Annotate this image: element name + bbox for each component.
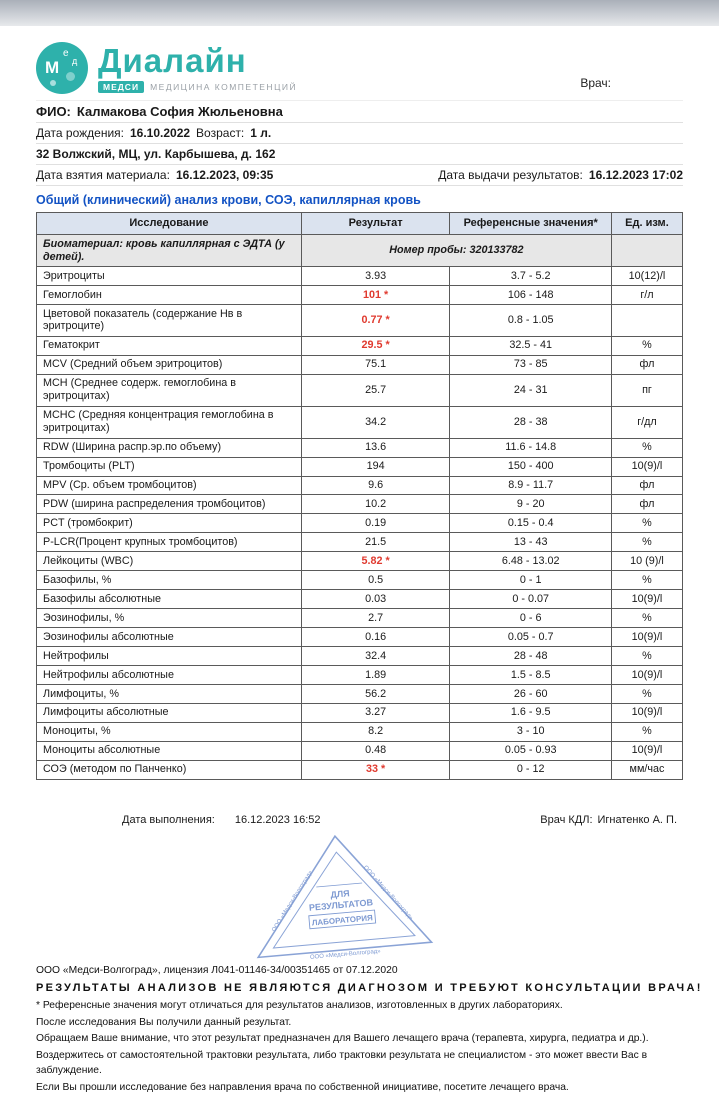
lab-report-page bbox=[0, 26, 719, 1108]
brand-subline bbox=[98, 81, 297, 93]
unit-label: % bbox=[611, 647, 682, 666]
lab-triangle-stamp-icon bbox=[239, 822, 439, 966]
patient-info bbox=[36, 100, 683, 186]
reference-range: 11.6 - 14.8 bbox=[450, 438, 612, 457]
kdl-doctor-name: Игнатенко А. П. bbox=[597, 813, 677, 826]
table-row bbox=[37, 703, 683, 722]
reference-range: 0.8 - 1.05 bbox=[450, 305, 612, 337]
patient-name-line bbox=[36, 100, 683, 123]
analyte-name: Лимфоциты абсолютные bbox=[37, 703, 302, 722]
issue-date-group bbox=[438, 168, 683, 182]
reference-range: 150 - 400 bbox=[450, 457, 612, 476]
dialain-logo bbox=[36, 42, 297, 94]
footer-note: * Референсные значения могут отличаться для результатов анализов, изготовленных в других лабораториях. bbox=[36, 999, 563, 1011]
col-header-unit: Ед. изм. bbox=[611, 213, 682, 235]
kdl-doctor-group bbox=[540, 814, 677, 826]
medsi-circle-icon: М е д bbox=[36, 42, 88, 94]
material-date-label: Дата взятия материала: bbox=[36, 168, 170, 182]
sample-number-cell bbox=[301, 235, 611, 267]
reference-range: 0.15 - 0.4 bbox=[450, 514, 612, 533]
analyte-name: Лейкоциты (WBC) bbox=[37, 552, 302, 571]
table-row bbox=[37, 647, 683, 666]
analyte-name: Тромбоциты (PLT) bbox=[37, 457, 302, 476]
unit-label: мм/час bbox=[611, 760, 682, 779]
analyte-name: MCH (Среднее содерж. гемоглобина в эритроцитах) bbox=[37, 374, 302, 406]
unit-label: фл bbox=[611, 495, 682, 514]
result-value: 25.7 bbox=[301, 374, 450, 406]
analyte-name: Моноциты, % bbox=[37, 722, 302, 741]
reference-range: 0 - 0.07 bbox=[450, 590, 612, 609]
table-row bbox=[37, 628, 683, 647]
result-value: 10.2 bbox=[301, 495, 450, 514]
warning-line: РЕЗУЛЬТАТЫ АНАЛИЗОВ НЕ ЯВЛЯЮТСЯ ДИАГНОЗОМ И ТРЕБУЮТ КОНСУЛЬТАЦИИ ВРАЧА! bbox=[36, 981, 703, 994]
analyte-name: PDW (ширина распределения тромбоцитов) bbox=[37, 495, 302, 514]
unit-label: 10(9)/l bbox=[611, 590, 682, 609]
unit-label: 10(12)/l bbox=[611, 267, 682, 286]
stamp-edge-text-left: ООО «Медси-Волгоград» bbox=[270, 869, 314, 934]
unit-label: фл bbox=[611, 355, 682, 374]
brand-tagline: МЕДИЦИНА КОМПЕТЕНЦИЙ bbox=[150, 81, 298, 92]
clinic-line bbox=[36, 144, 683, 165]
result-value: 5.82 * bbox=[301, 552, 450, 571]
reference-range: 13 - 43 bbox=[450, 533, 612, 552]
result-value: 0.77 * bbox=[301, 305, 450, 337]
analyte-name: Моноциты абсолютные bbox=[37, 741, 302, 760]
medsi-badge: МЕДСИ bbox=[98, 81, 144, 93]
result-value: 3.27 bbox=[301, 703, 450, 722]
analyte-name: Базофилы абсолютные bbox=[37, 590, 302, 609]
result-value: 34.2 bbox=[301, 406, 450, 438]
birth-value: 16.10.2022 bbox=[129, 126, 191, 140]
reference-range: 0 - 6 bbox=[450, 609, 612, 628]
table-row bbox=[37, 533, 683, 552]
reference-range: 3.7 - 5.2 bbox=[450, 267, 612, 286]
reference-range: 26 - 60 bbox=[450, 685, 612, 704]
sample-number: 320133782 bbox=[469, 244, 524, 257]
table-row bbox=[37, 760, 683, 779]
results-body bbox=[37, 267, 683, 780]
result-value: 33 * bbox=[301, 760, 450, 779]
analyte-name: Цветовой показатель (содержание Нв в эритроците) bbox=[37, 305, 302, 337]
analyte-name: Нейтрофилы bbox=[37, 647, 302, 666]
dates-line bbox=[36, 165, 683, 186]
unit-label: % bbox=[611, 722, 682, 741]
age-value: 1 л. bbox=[250, 126, 272, 140]
footer-notes bbox=[36, 964, 703, 1096]
result-value: 1.89 bbox=[301, 666, 450, 685]
result-value: 21.5 bbox=[301, 533, 450, 552]
execution-row bbox=[36, 814, 683, 826]
unit-label: г/л bbox=[611, 286, 682, 305]
stamp-edge-text-bottom: ООО «Медси-Волгоград» bbox=[309, 948, 381, 961]
table-row bbox=[37, 476, 683, 495]
col-header-reference: Референсные значения* bbox=[450, 213, 612, 235]
table-row bbox=[37, 438, 683, 457]
result-value: 75.1 bbox=[301, 355, 450, 374]
table-row bbox=[37, 374, 683, 406]
unit-label: пг bbox=[611, 374, 682, 406]
result-value: 101 * bbox=[301, 286, 450, 305]
analyte-name: MCHC (Средняя концентрация гемоглобина в эритроцитах) bbox=[37, 406, 302, 438]
result-value: 194 bbox=[301, 457, 450, 476]
material-date-value: 16.12.2023, 09:35 bbox=[175, 168, 274, 182]
footer-note: После исследования Вы получили данный результат. bbox=[36, 1016, 292, 1028]
footer-note: Если Вы прошли исследование без направления врача по собственной инициативе, посетите лечащего врача. bbox=[36, 1082, 569, 1094]
unit-label: % bbox=[611, 571, 682, 590]
stamp-area bbox=[36, 830, 683, 961]
reference-range: 0 - 1 bbox=[450, 571, 612, 590]
reference-range: 28 - 38 bbox=[450, 406, 612, 438]
stamp-line2: РЕЗУЛЬТАТОВ bbox=[308, 896, 373, 913]
unit-label: % bbox=[611, 685, 682, 704]
fio-label: ФИО: bbox=[36, 104, 71, 119]
execution-date-value: 16.12.2023 16:52 bbox=[234, 813, 321, 826]
analyte-name: Гематокрит bbox=[37, 336, 302, 355]
table-row bbox=[37, 495, 683, 514]
issue-date-label: Дата выдачи результатов: bbox=[438, 168, 583, 182]
result-value: 9.6 bbox=[301, 476, 450, 495]
unit-label: 10(9)/l bbox=[611, 741, 682, 760]
unit-label: 10(9)/l bbox=[611, 628, 682, 647]
unit-label: % bbox=[611, 609, 682, 628]
biomaterial-unit-empty bbox=[611, 235, 682, 267]
header-row bbox=[37, 213, 683, 235]
license-line: ООО «Медси-Волгоград», лицензия Л041-01146-34/00351465 от 07.12.2020 bbox=[36, 964, 398, 976]
table-row bbox=[37, 722, 683, 741]
analyte-name: Эозинофилы, % bbox=[37, 609, 302, 628]
table-row bbox=[37, 514, 683, 533]
birth-age-line bbox=[36, 123, 683, 144]
birth-label: Дата рождения: bbox=[36, 126, 124, 140]
analyte-name: MPV (Ср. объем тромбоцитов) bbox=[37, 476, 302, 495]
unit-label: 10(9)/l bbox=[611, 703, 682, 722]
table-row bbox=[37, 666, 683, 685]
analyte-name: Лимфоциты, % bbox=[37, 685, 302, 704]
table-row bbox=[37, 286, 683, 305]
analyte-name: RDW (Ширина распр.эр.по объему) bbox=[37, 438, 302, 457]
report-title: Общий (клинический) анализ крови, СОЭ, капиллярная кровь bbox=[36, 193, 421, 207]
analyte-name: Эозинофилы абсолютные bbox=[37, 628, 302, 647]
result-value: 56.2 bbox=[301, 685, 450, 704]
result-value: 13.6 bbox=[301, 438, 450, 457]
analyte-name: Эритроциты bbox=[37, 267, 302, 286]
clinic-address: 32 Волжский, МЦ, ул. Карбышева, д. 162 bbox=[36, 147, 276, 161]
patient-name: Калмакова София Жюльеновна bbox=[76, 104, 283, 119]
col-header-result: Результат bbox=[301, 213, 450, 235]
unit-label: % bbox=[611, 533, 682, 552]
analyte-name: PCT (тромбокрит) bbox=[37, 514, 302, 533]
execution-date-label: Дата выполнения: bbox=[122, 813, 215, 826]
reference-range: 9 - 20 bbox=[450, 495, 612, 514]
result-value: 32.4 bbox=[301, 647, 450, 666]
biomaterial-cell: Биоматериал: кровь капиллярная с ЭДТА (у детей). bbox=[37, 235, 302, 267]
table-row bbox=[37, 336, 683, 355]
unit-label: % bbox=[611, 438, 682, 457]
col-header-study: Исследование bbox=[37, 213, 302, 235]
analyte-name: СОЭ (методом по Панченко) bbox=[37, 760, 302, 779]
unit-label: 10(9)/l bbox=[611, 666, 682, 685]
reference-range: 3 - 10 bbox=[450, 722, 612, 741]
reference-range: 106 - 148 bbox=[450, 286, 612, 305]
brand-name: Диалайн bbox=[98, 41, 247, 79]
unit-label: г/дл bbox=[611, 406, 682, 438]
reference-range: 1.6 - 9.5 bbox=[450, 703, 612, 722]
analyte-name: Гемоглобин bbox=[37, 286, 302, 305]
kdl-doctor-label: Врач КДЛ: bbox=[540, 813, 593, 826]
table-row bbox=[37, 355, 683, 374]
unit-label: 10(9)/l bbox=[611, 457, 682, 476]
result-value: 0.16 bbox=[301, 628, 450, 647]
result-value: 8.2 bbox=[301, 722, 450, 741]
logo-text bbox=[98, 41, 298, 93]
sample-label: Номер пробы: bbox=[389, 244, 467, 257]
result-value: 0.5 bbox=[301, 571, 450, 590]
table-row bbox=[37, 741, 683, 760]
reference-range: 0.05 - 0.93 bbox=[450, 741, 612, 760]
result-value: 0.48 bbox=[301, 741, 450, 760]
stamp-line1: ДЛЯ bbox=[329, 887, 350, 900]
analyte-name: Базофилы, % bbox=[37, 571, 302, 590]
result-value: 2.7 bbox=[301, 609, 450, 628]
unit-label: 10 (9)/l bbox=[611, 552, 682, 571]
photo-top-edge bbox=[0, 0, 719, 26]
table-row bbox=[37, 609, 683, 628]
reference-range: 0 - 12 bbox=[450, 760, 612, 779]
table-row bbox=[37, 590, 683, 609]
analyte-name: MCV (Средний объем эритроцитов) bbox=[37, 355, 302, 374]
results-table-head bbox=[37, 213, 683, 235]
analyte-name: Нейтрофилы абсолютные bbox=[37, 666, 302, 685]
reference-range: 6.48 - 13.02 bbox=[450, 552, 612, 571]
table-row bbox=[37, 552, 683, 571]
table-row bbox=[37, 571, 683, 590]
results-table bbox=[36, 212, 683, 780]
reference-range: 73 - 85 bbox=[450, 355, 612, 374]
unit-label: % bbox=[611, 514, 682, 533]
unit-label bbox=[611, 305, 682, 337]
report-header bbox=[36, 32, 683, 100]
unit-label: % bbox=[611, 336, 682, 355]
table-row bbox=[37, 267, 683, 286]
table-row bbox=[37, 305, 683, 337]
reference-range: 0.05 - 0.7 bbox=[450, 628, 612, 647]
age-label: Возраст: bbox=[196, 126, 245, 140]
stamp-edge-text-right: ООО «Медси-Волгоград» bbox=[361, 864, 414, 922]
reference-range: 32.5 - 41 bbox=[450, 336, 612, 355]
table-row bbox=[37, 685, 683, 704]
reference-range: 8.9 - 11.7 bbox=[450, 476, 612, 495]
reference-range: 28 - 48 bbox=[450, 647, 612, 666]
result-value: 29.5 * bbox=[301, 336, 450, 355]
issue-date-value: 16.12.2023 17:02 bbox=[588, 168, 683, 182]
stamp-line3: ЛАБОРАТОРИЯ bbox=[310, 913, 373, 928]
footer-note: Воздержитесь от самостоятельной трактовки результата, либо трактовки результата не специалистом - это может ввести Вас в заблуждение. bbox=[36, 1050, 648, 1077]
footer-note: Обращаем Ваше внимание, что этот результат предназначен для Вашего лечащего врача (терапевта, хирурга, педиатра и др.). bbox=[36, 1033, 649, 1045]
result-value: 0.19 bbox=[301, 514, 450, 533]
unit-label: фл bbox=[611, 476, 682, 495]
result-value: 3.93 bbox=[301, 267, 450, 286]
doctor-label: Врач: bbox=[580, 76, 611, 90]
table-row bbox=[37, 457, 683, 476]
biomaterial-row bbox=[37, 235, 683, 267]
result-value: 0.03 bbox=[301, 590, 450, 609]
analyte-name: P-LCR(Процент крупных тромбоцитов) bbox=[37, 533, 302, 552]
reference-range: 24 - 31 bbox=[450, 374, 612, 406]
table-row bbox=[37, 406, 683, 438]
reference-range: 1.5 - 8.5 bbox=[450, 666, 612, 685]
